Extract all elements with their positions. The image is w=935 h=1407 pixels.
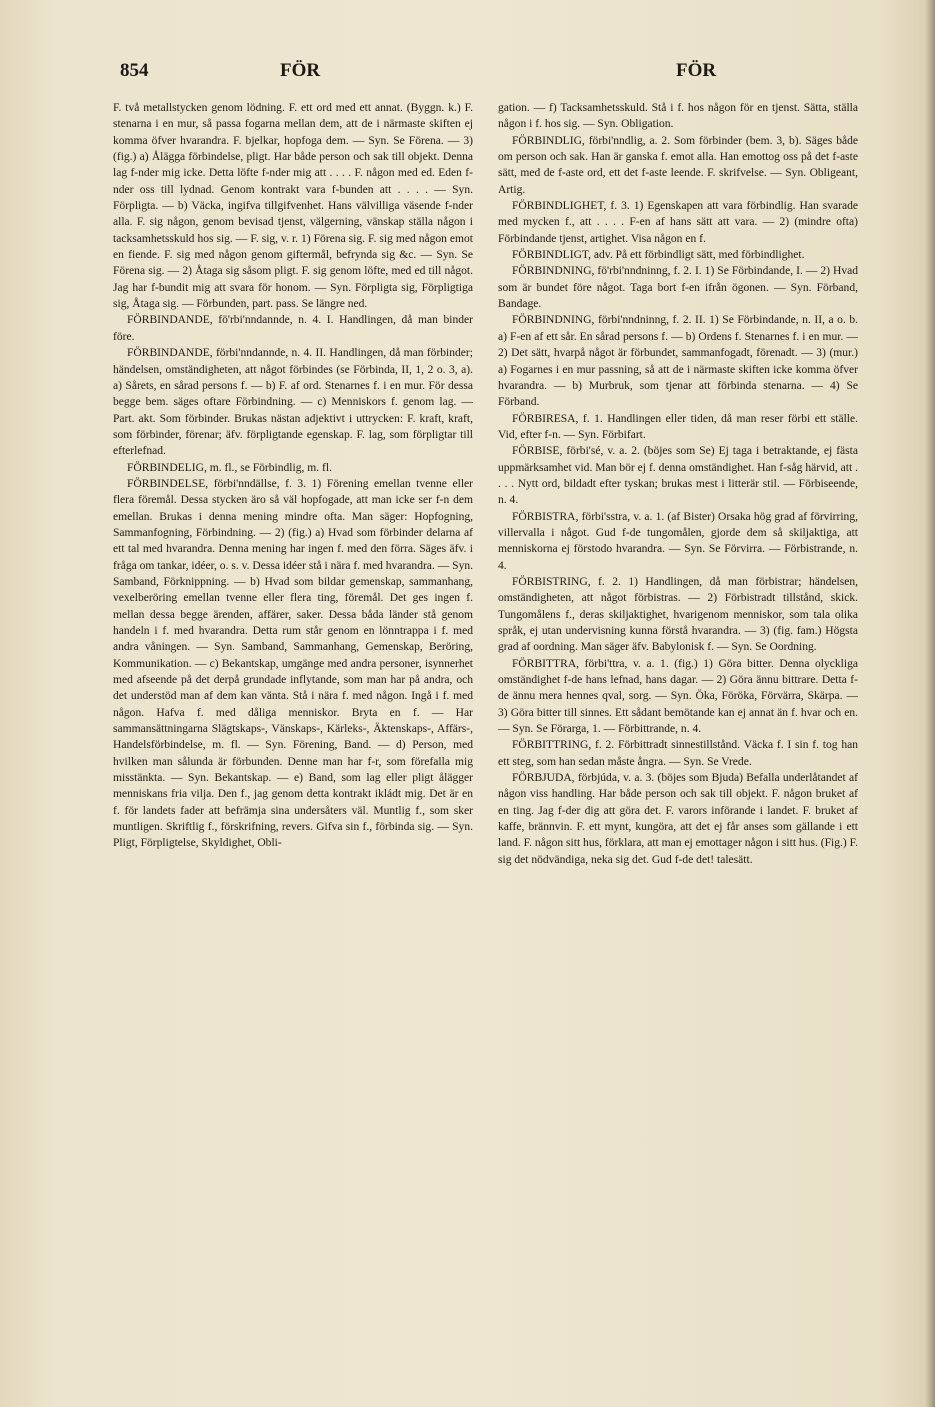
entry-forbise: FÖRBISE, förbi'sé, v. a. 2. (böjes som Se) Ej taga i betraktande, ej fästa uppmärksamhet vid. Man bör ej f. denna omständighet. Han f-såg härvid, att . . . . Nytt ord, bildadt efter tyskan; brukas mest i litterär stil. — Förbiseende, n. 4. bbox=[498, 445, 858, 507]
entry-forbistring: FÖRBISTRING, f. 2. 1) Handlingen, då man förbistrar; händelsen, omständigheten, att något förbistras. — 2) Förbistradt tillstånd, skick. Tungomålens f., deras skiljaktighet, hvarigenom menniskor, som tala olika språk, ej utan undervisning kunna förstå hvarandra. — 3) (fig. fam.) Högsta grad af oordning. Man säger äfv. Babylonisk f. — Syn. Se Oordning. bbox=[498, 575, 858, 654]
running-headword-left: FÖR bbox=[280, 60, 321, 81]
entry-forbindande-i: FÖRBINDANDE, fö'rbi'nndannde, n. 4. I. Handlingen, då man binder före. bbox=[113, 314, 473, 343]
page-edge-shadow bbox=[925, 0, 935, 1407]
entry-forbindning-i: FÖRBINDNING, fö'rbi'nndninng, f. 2. I. 1) Se Förbindande, I. — 2) Hvad som är bundet före något. Taga bort f-en ifrån ögonen. — Syn. Förband, Bandage. bbox=[498, 265, 858, 311]
entry-forbittra: FÖRBITTRA, förbi'ttra, v. a. 1. (fig.) 1) Göra bitter. Denna olyckliga omständighet f-de hans lefnad, hans dagar. — 2) Göra ännu bittrare. Detta f-de ännu mera hennes qval, sorg. — Syn. Öka, Föröka, Förvärra, Skärpa. — 3) Göra bitter till sinnes. Ett sådant bemötande kan ej annat än f. hvar och en. — Syn. Se Förarga, 1. — Förbittrande, n. 4. bbox=[498, 657, 858, 736]
entry-forbiresa: FÖRBIRESA, f. 1. Handlingen eller tiden, då man reser förbi ett ställe. Vid, efter f-n. — Syn. Förbifart. bbox=[498, 412, 858, 441]
entry-forbindande-ii: FÖRBINDANDE, förbi'nndannde, n. 4. II. Handlingen, då man förbinder; händelsen, omständigheten, att något förbindes (se Förbinda, II, 1, 2 o. 3, a). a) Sårets, en sårad persons f. — b) F. af ord. Stenarnes f. i en mur. För dessa begge bem. säges oftare Förbindning. — c) Menniskors f. genom lag. — Part. akt. Som förbinder. Brukas nästan adjektivt i uttrycken: F. kraft, kraft, som förbinder, förenar; äfv. förpligtande egenskap. F. lag, som förpligtar till efterlefnad. bbox=[113, 347, 473, 458]
entry-forbittring: FÖRBITTRING, f. 2. Förbittradt sinnestillstånd. Väcka f. I sin f. tog han ett steg, som han sedan måste ångra. — Syn. Se Vrede. bbox=[498, 739, 858, 768]
entry-continuation: gation. — f) Tacksamhetsskuld. Stå i f. hos någon för en tjenst. Sätta, ställa någon i f. hos sig. — Syn. Obligation. bbox=[498, 102, 858, 131]
running-headword-right: FÖR bbox=[676, 60, 717, 81]
left-column bbox=[113, 100, 473, 1390]
entry-forbistra: FÖRBISTRA, förbi'sstra, v. a. 1. (af Bister) Orsaka hög grad af förvirring, villervalla i något. Gud f-de tungomålen, gjorde dem så skiljaktiga, att menniskorna ej förstodo hvarandra. — Syn. Se Förvirra. — Förbistrande, n. 4. bbox=[498, 510, 858, 572]
entry-forbjuda: FÖRBJUDA, förbjúda, v. a. 3. (böjes som Bjuda) Befalla underlåtandet af någon viss handling. Har både person och sak till objekt. F. någon bruket af en ting. Jag f-der dig att göra det. F. varors införande i landet. F. bruket af kaffe, brännvin. F. ett mynt, kungöra, att det ej får anses som gällande i ett land. F. någon sitt hus, förklara, att man ej emottager någon i sitt hus. (Fig.) F. sig det nödvändiga, neka sig det. Gud f-de det! talesätt. bbox=[498, 772, 858, 866]
right-column bbox=[498, 100, 858, 1390]
entry-forbindelig: FÖRBINDELIG, m. fl., se Förbindlig, m. fl. bbox=[127, 461, 332, 474]
entry-forbindlig: FÖRBINDLIG, förbi'nndlig, a. 2. Som förbinder (bem. 3, b). Säges både om person och sak. Han är ganska f. emot alla. Han emottog oss på det f-aste sätt, med de f-aste ord, ett det f-aste leende. F. skrifvelse. — Syn. Obligeant, Artig. bbox=[498, 134, 858, 196]
entry-forbindlighet: FÖRBINDLIGHET, f. 3. 1) Egenskapen att vara förbindlig. Han svarade med mycken f., att . . . . F-en af hans sätt att vara. — 2) (mindre ofta) Förbindande tjenst, artighet. Visa någon en f. bbox=[498, 200, 858, 245]
entry-forbindning-ii: FÖRBINDNING, förbi'nndninng, f. 2. II. 1) Se Förbindande, n. II, a o. b. a) F-en af ett sår. En sårad persons f. — b) Ordens f. Stenarnes f. i en mur. — 2) Det sätt, hvarpå något är förbundet, sammanfogadt, förenadt. — 3) (mur.) a) Fogarnes i en mur passning, så att de i närmaste skiften icke komma öfver hvarandra. — b) Murbruk, som tjenar att förbinda stenarna. — 4) Se Förband. bbox=[498, 314, 858, 409]
page-header bbox=[110, 58, 835, 84]
entry-continuation: F. två metallstycken genom lödning. F. ett ord med ett annat. (Byggn. k.) F. stenarna i en mur, så passa fogarna mellan dem, att de i närmaste skiften ej komma öfver hvarandra. F. bjelkar, hopfoga dem. — Syn. Se Förena. — 3) (fig.) a) Ålägga förbindelse, pligt. Har både person och sak till objekt. Denna lag f-nder mig icke. Detta löfte f-nder mig att . . . . F. någon med ed. Eden f-nder oss till lydnad. Genom kontrakt vara f-bunden att . . . . — Syn. Förpligta. — b) Väcka, ingifva tillgifvenhet. Hans välvilliga väsende f-nder alla. F. sig någon, genom bevisad tjenst, välgerning, vänskap ställa någon i tacksamhetsskuld hos sig. — F. sig, v. r. 1) Förena sig. F. sig med någon emot en fiende. F. sig med någon genom giftermål, befrynda sig &c. — Syn. Se Förena sig. — 2) Åtaga sig såsom pligt. F. sig genom löfte, med ed till något. Jag har f-bundit mig att svara för honom. — Syn. Förpligta sig, Förpligtiga sig, Åtaga sig. — Förbunden, part. pass. Se längre ned. bbox=[113, 102, 473, 311]
entry-forbindligt: FÖRBINDLIGT, adv. På ett förbindligt sätt, med förbindlighet. bbox=[512, 249, 805, 262]
entry-forbindelse: FÖRBINDELSE, förbi'nndällse, f. 3. 1) Förening emellan tvenne eller flera föremål. Dessa stycken äro så väl hopfogade, att man icke ser f-n dem emellan. Brukas i denna mening mindre ofta. Man säger: Hopfogning, Sammanfogning, Förbindning. — 2) (fig.) a) Hvad som förbinder delarna af ett tal med hvarandra. Denna mening har ingen f. med den förra. Säges äfv. i fråga om tankar, idéer, o. s. v. Dessa idéer stå i nära f. med hvarandra. — Syn. Samband, Förknippning. — b) Hvad som bildar gemenskap, sammanhang, vexelberöring emellan tvenne eller flera ting, föremål. Det ges ingen f. mellan dessa begge ärenden, affärer, saker. Dessa båda länder stå genom handeln i f. med hvarandra. Detta rum står genom en lönntrappa i f. med andra våningen. — Syn. Samband, Sammanhang, Gemenskap, Beröring, Kommunikation. — c) Bekantskap, umgänge med andra personer, isynnerhet med afseende på det derpå grundade inflytande, som man har på andra, och det understöd man af dem kan vänta. Stå i nära f. med någon. Ingå i f. med någon. Hafva f. med dåliga menniskor. Bryta en f. — Har sammansättningarna Slägtskaps-, Vänskaps-, Kärleks-, Äktenskaps-, Affärs-, Handelsförbindelse, m. fl. — Syn. Förening, Band. — d) Person, med hvilken man sålunda är förbunden. Denne man har f-r, som förefalla mig misstänkta. — Syn. Bekantskap. — e) Band, som lag eller pligt ålägger menniskans fria vilja. Den f., jag genom detta kontrakt ikládt mig. Det är en f. för landets fader att befrämja sina undersåters väl. Muntlig f., som sker muntligen. Skriftlig f., förskrifning, revers. Gifva sin f., förbinda sig. — Syn. Pligt, Förpligtelse, Skyldighet, Obli- bbox=[113, 477, 473, 850]
page-number: 854 bbox=[120, 60, 149, 81]
